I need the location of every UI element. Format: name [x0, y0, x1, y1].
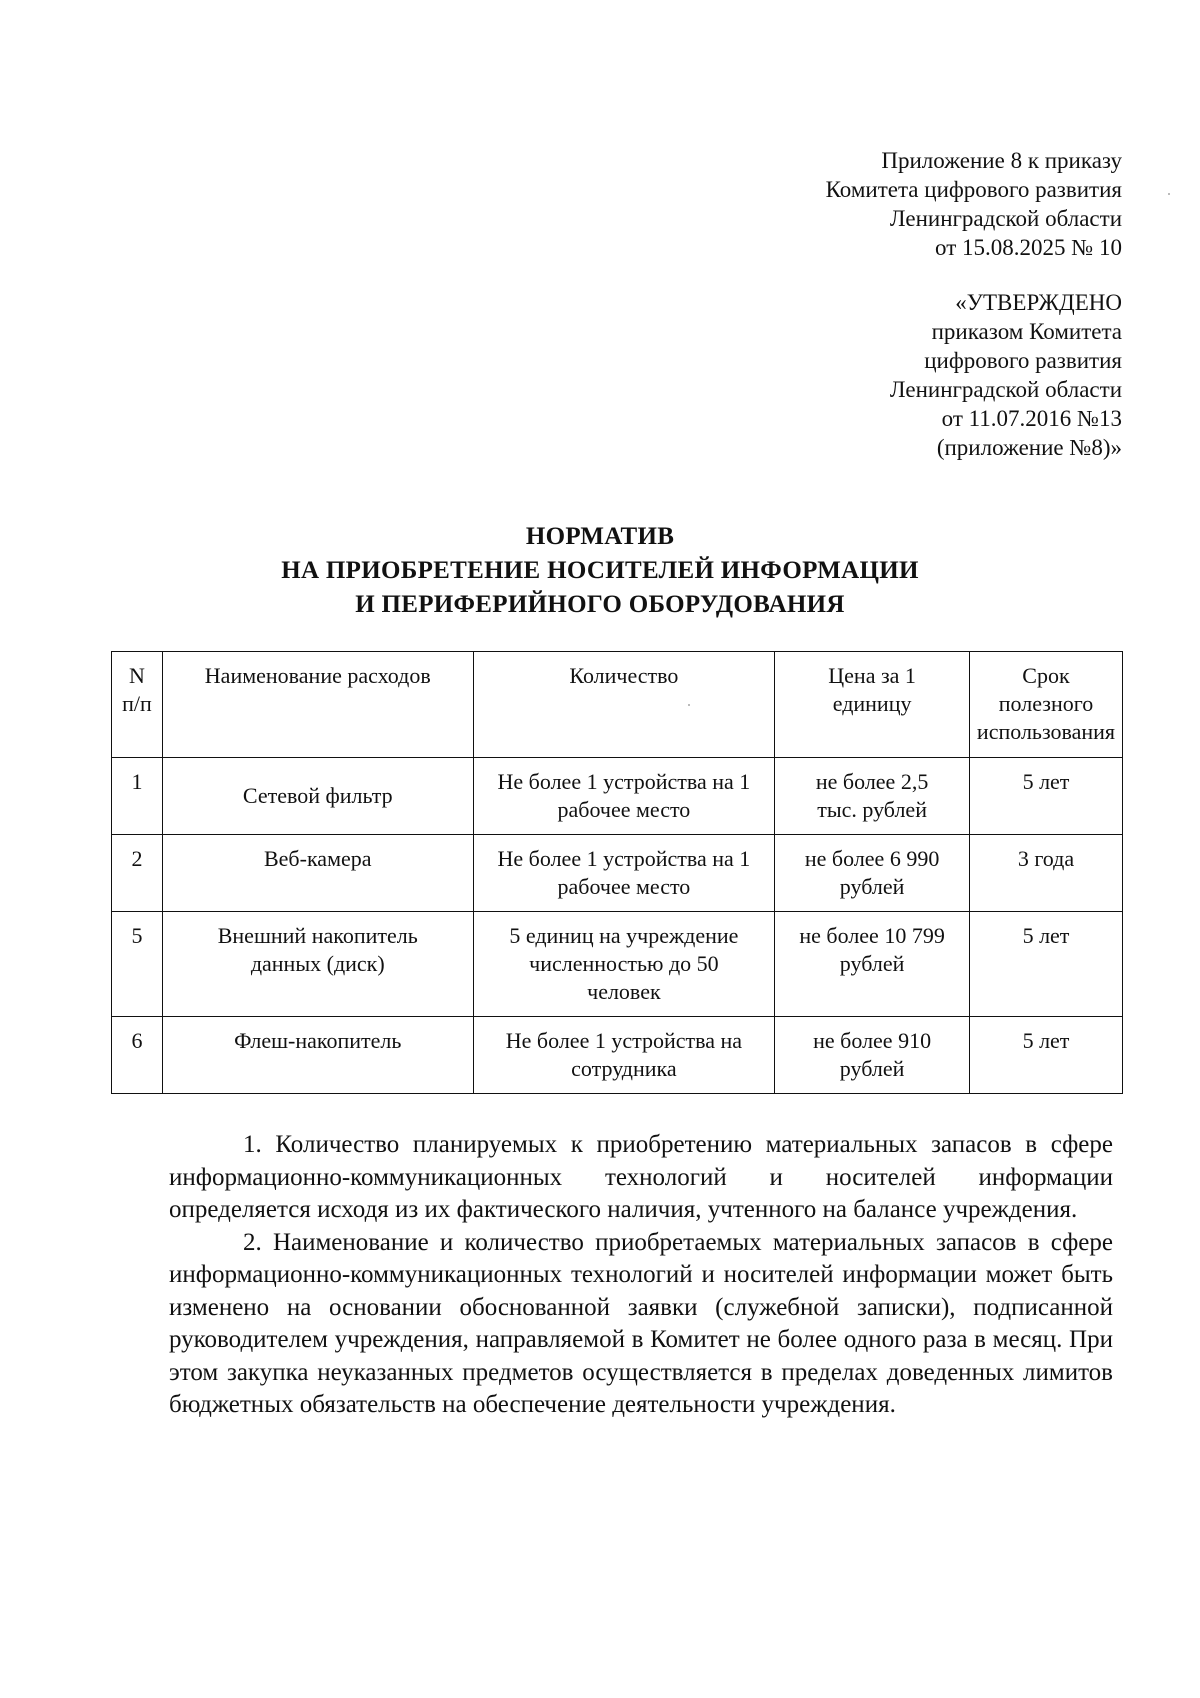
cell-term: 5 лет [969, 1017, 1122, 1094]
cell-term: 5 лет [969, 758, 1122, 835]
approved-line: цифрового развития [924, 348, 1122, 373]
table-row [112, 1017, 1123, 1094]
annex-line: Ленинградской области [889, 206, 1122, 231]
cell-num: 2 [112, 835, 163, 912]
cell-name: Веб-камера [162, 835, 473, 912]
header-cell-price: Цена за 1 единицу [775, 652, 970, 758]
annex-line: Комитета цифрового развития [825, 177, 1122, 202]
header-cell-num: N п/п [112, 652, 163, 758]
document-title [0, 520, 1200, 622]
document-body [169, 1129, 1113, 1422]
annex-line: Приложение 8 к приказу [881, 148, 1122, 173]
header-cell-name: Наименование расходов [162, 652, 473, 758]
cell-term: 5 лет [969, 912, 1122, 1017]
cell-qty: Не более 1 устройства на сотрудника [473, 1017, 775, 1094]
title-line: И ПЕРИФЕРИЙНОГО ОБОРУДОВАНИЯ [355, 591, 845, 618]
header-cell-qty: Количество [473, 652, 775, 758]
cell-num: 5 [112, 912, 163, 1017]
scan-artifact [1168, 193, 1170, 195]
cell-term: 3 года [969, 835, 1122, 912]
cell-name: Сетевой фильтр [162, 758, 473, 835]
header-cell-term: Срок полезного использования [969, 652, 1122, 758]
cell-qty: Не более 1 устройства на 1 рабочее место [473, 835, 775, 912]
norm-table [111, 651, 1123, 1094]
cell-price: не более 2,5 тыс. рублей [775, 758, 970, 835]
table-header-row [112, 652, 1123, 758]
paragraph: 2. Наименование и количество приобретаемых материальных запасов в сфере информационно-коммуникационных технологий и носителей информации может быть изменено на основании обоснованной заявки (служебной записки), подписанной руководителем учреждения, направляемой в Комитет не более одного раза в месяц. При этом закупка неуказанных предметов осуществляется в пределах доведенных лимитов бюджетных обязательств на обеспечение деятельности учреждения. [169, 1228, 1113, 1418]
cell-qty: Не более 1 устройства на 1 рабочее место [473, 758, 775, 835]
cell-price: не более 6 990 рублей [775, 835, 970, 912]
cell-price: не более 910 рублей [775, 1017, 970, 1094]
approval-stamp-text [890, 288, 1122, 462]
cell-num: 1 [112, 758, 163, 835]
approved-line: приказом Комитета [931, 319, 1122, 344]
cell-num: 6 [112, 1017, 163, 1094]
cell-price: не более 10 799 рублей [775, 912, 970, 1017]
table-row [112, 912, 1123, 1017]
cell-name: Внешний накопитель данных (диск) [162, 912, 473, 1017]
annex-reference [826, 146, 1122, 262]
cell-name: Флеш-накопитель [162, 1017, 473, 1094]
approved-line: от 11.07.2016 №13 [941, 406, 1122, 431]
approved-line: «УТВЕРЖДЕНО [955, 290, 1122, 315]
annex-line: от 15.08.2025 № 10 [935, 235, 1122, 260]
approved-line: (приложение №8)» [936, 435, 1122, 460]
table-row [112, 835, 1123, 912]
approved-line: Ленинградской области [889, 377, 1122, 402]
title-line: НА ПРИОБРЕТЕНИЕ НОСИТЕЛЕЙ ИНФОРМАЦИИ [281, 557, 919, 584]
table-row [112, 758, 1123, 835]
title-line: НОРМАТИВ [525, 523, 675, 550]
scan-artifact [688, 704, 690, 706]
paragraph: 1. Количество планируемых к приобретению материальных запасов в сфере информационно-коммуникационных технологий и носителей информации определяется исходя из их фактического наличия, учтенного на балансе учреждения. [169, 1131, 1113, 1223]
cell-qty: 5 единиц на учреждение численностью до 50 человек [473, 912, 775, 1017]
